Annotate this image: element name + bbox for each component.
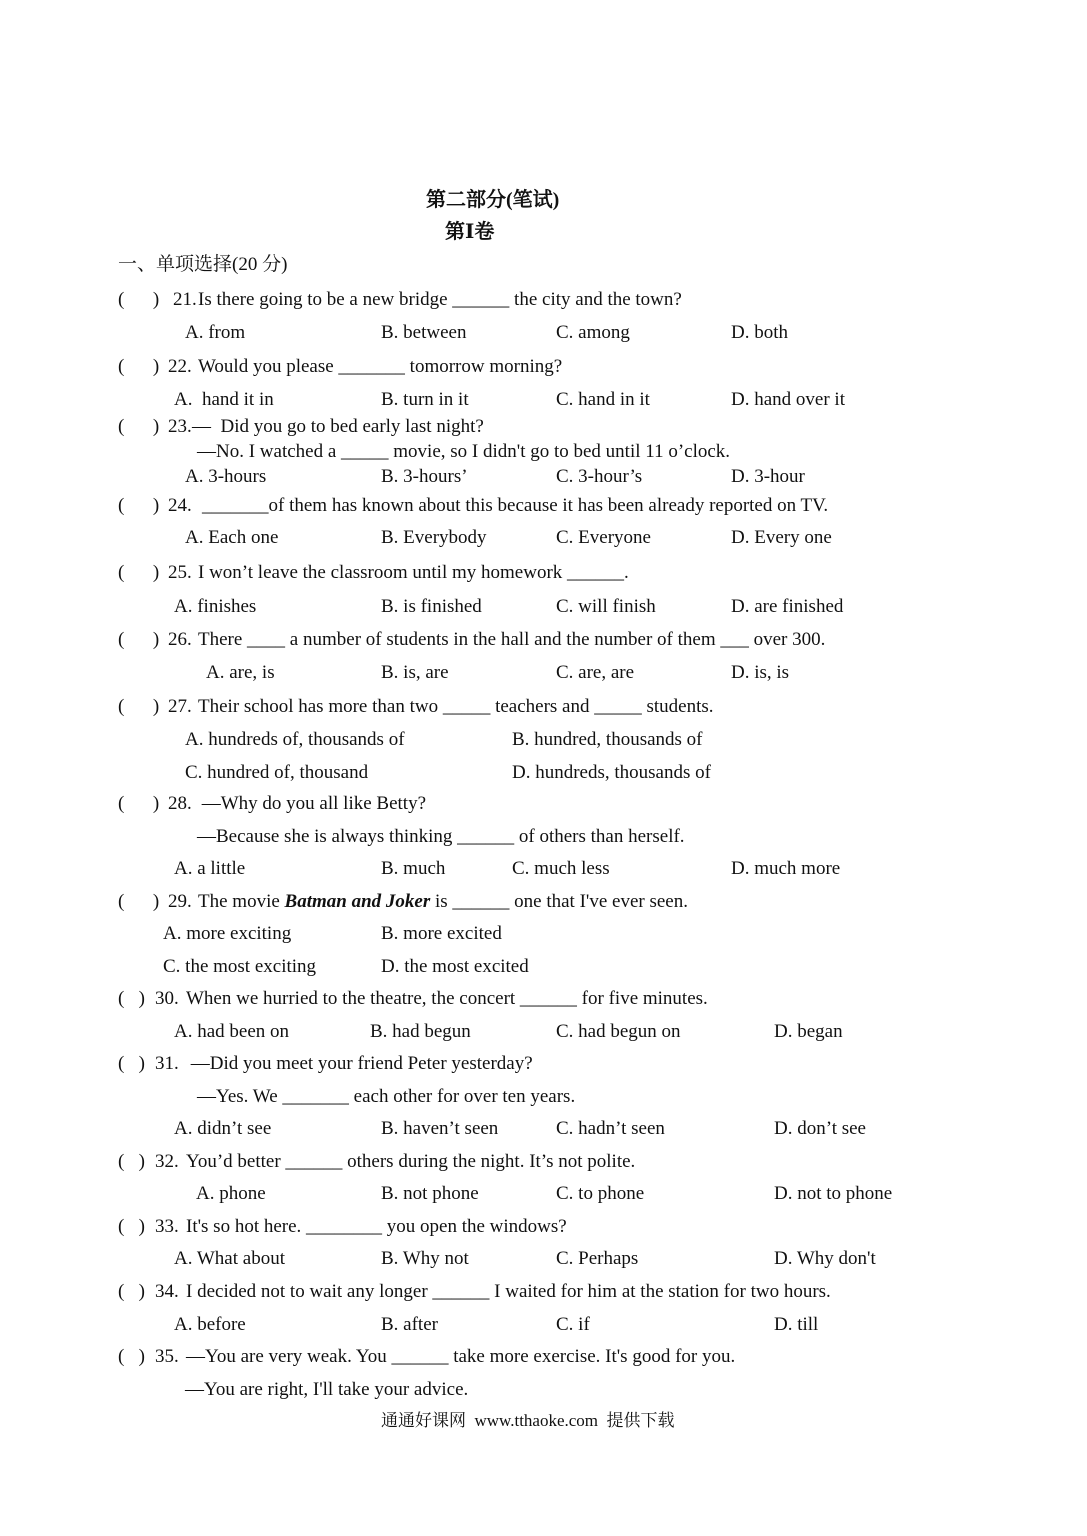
answer-blank[interactable]: ( ) <box>118 793 160 814</box>
question-number: 30. <box>155 988 179 1009</box>
option-b: B. not phone <box>381 1183 479 1204</box>
question-number: 22. <box>168 356 192 377</box>
option-d: D. began <box>774 1021 843 1042</box>
option-d: D. the most excited <box>381 956 529 977</box>
question-stem: — Did you go to bed early last night? <box>192 416 484 437</box>
option-c: C. are, are <box>556 662 635 683</box>
option-a: A. Each one <box>185 527 279 548</box>
option-d: D. Why don't <box>774 1248 876 1269</box>
option-c: C. among <box>556 322 630 343</box>
answer-blank[interactable]: ( ) <box>118 1053 145 1074</box>
option-d: D. much more <box>731 858 841 879</box>
answer-blank[interactable]: ( ) <box>118 1151 145 1172</box>
question-stem: Is there going to be a new bridge ______ the city and the town? <box>198 289 682 310</box>
option-d: D. till <box>774 1314 819 1335</box>
option-a: A. 3-hours <box>185 466 267 487</box>
option-c: C. to phone <box>556 1183 645 1204</box>
option-c: C. much less <box>512 858 610 879</box>
part-title: 第二部分(笔试) <box>426 189 560 211</box>
option-d: D. not to phone <box>774 1183 893 1204</box>
answer-blank[interactable]: ( ) <box>118 1281 145 1302</box>
option-c: C. hadn’t seen <box>556 1118 665 1139</box>
option-a: A. from <box>185 322 246 343</box>
option-c: C. the most exciting <box>163 956 317 977</box>
option-a: A. before <box>174 1314 246 1335</box>
option-a: A. didn’t see <box>174 1118 272 1139</box>
option-b: B. Why not <box>381 1248 469 1269</box>
question-stem-line2: —Because she is always thinking ______ of others than herself. <box>197 826 685 847</box>
question-number: 26. <box>168 629 192 650</box>
question-number: 29. <box>168 891 192 912</box>
question-number: 28. <box>168 793 192 814</box>
answer-blank[interactable]: ( ) <box>118 1216 145 1237</box>
page-footer: 通通好课网 www.tthaoke.com 提供下载 <box>381 1411 675 1430</box>
option-a: A. a little <box>174 858 246 879</box>
option-c: C. will finish <box>556 596 656 617</box>
movie-title: Batman and Joker <box>284 891 431 912</box>
option-d: D. is, is <box>731 662 790 683</box>
question-stem: Would you please _______ tomorrow morning? <box>198 356 563 377</box>
option-b: B. had begun <box>370 1021 471 1042</box>
option-c: C. Perhaps <box>556 1248 639 1269</box>
option-b: B. between <box>381 322 467 343</box>
option-b: B. after <box>381 1314 438 1335</box>
option-b: B. turn in it <box>381 389 469 410</box>
question-number: 34. <box>155 1281 179 1302</box>
option-a: A. hundreds of, thousands of <box>185 729 405 750</box>
question-stem: There ____ a number of students in the hall and the number of them ___ over 300. <box>198 629 826 650</box>
option-a: A. phone <box>196 1183 266 1204</box>
section-title: 一、单项选择(20 分) <box>118 254 288 275</box>
question-number: 25. <box>168 562 192 583</box>
option-c: C. hand in it <box>556 389 650 410</box>
question-stem-line2: —No. I watched a _____ movie, so I didn't go to bed until 11 o’clock. <box>197 441 731 462</box>
option-c: C. had begun on <box>556 1021 681 1042</box>
option-c: C. 3-hour’s <box>556 466 643 487</box>
question-stem: When we hurried to the theatre, the concert ______ for five minutes. <box>186 988 708 1009</box>
option-a: A. hand it in <box>174 389 274 410</box>
question-stem-line2: —You are right, I'll take your advice. <box>185 1379 469 1400</box>
question-number: 24. <box>168 495 192 516</box>
question-stem: It's so hot here. ________ you open the windows? <box>186 1216 567 1237</box>
question-stem-line2: —Yes. We _______ each other for over ten years. <box>197 1086 576 1107</box>
option-a: A. had been on <box>174 1021 290 1042</box>
question-number: 27. <box>168 696 192 717</box>
question-stem: Their school has more than two _____ teachers and _____ students. <box>198 696 714 717</box>
question-stem: _______of them has known about this because it has been already reported on TV. <box>202 495 829 516</box>
answer-blank[interactable]: ( ) <box>118 289 160 310</box>
option-a: A. What about <box>174 1248 285 1269</box>
option-b: B. haven’t seen <box>381 1118 499 1139</box>
answer-blank[interactable]: ( ) <box>118 562 160 583</box>
question-number: 35. <box>155 1346 179 1367</box>
option-a: A. more exciting <box>163 923 292 944</box>
question-number: 23. <box>168 416 192 437</box>
option-d: D. both <box>731 322 788 343</box>
question-stem: —Why do you all like Betty? <box>197 793 427 814</box>
answer-blank[interactable]: ( ) <box>118 629 160 650</box>
option-c: C. if <box>556 1314 590 1335</box>
option-c: C. hundred of, thousand <box>185 762 369 783</box>
answer-blank[interactable]: ( ) <box>118 891 160 912</box>
option-a: A. finishes <box>174 596 257 617</box>
option-b: B. Everybody <box>381 527 487 548</box>
option-b: B. more excited <box>381 923 502 944</box>
question-stem: —Did you meet your friend Peter yesterday? <box>186 1053 533 1074</box>
option-d: D. are finished <box>731 596 844 617</box>
option-b: B. much <box>381 858 446 879</box>
answer-blank[interactable]: ( ) <box>118 416 160 437</box>
option-b: B. is, are <box>381 662 449 683</box>
question-stem: I won’t leave the classroom until my homework ______. <box>198 562 629 583</box>
option-b: B. hundred, thousands of <box>512 729 703 750</box>
option-d: D. 3-hour <box>731 466 805 487</box>
question-stem: The movie Batman and Joker is ______ one that I've ever seen. <box>198 891 688 912</box>
question-number: 32. <box>155 1151 179 1172</box>
option-d: D. hand over it <box>731 389 845 410</box>
volume-title: 第Ⅰ卷 <box>445 221 495 243</box>
option-b: B. is finished <box>381 596 482 617</box>
answer-blank[interactable]: ( ) <box>118 696 160 717</box>
answer-blank[interactable]: ( ) <box>118 988 145 1009</box>
question-stem: You’d better ______ others during the night. It’s not polite. <box>186 1151 636 1172</box>
question-stem: I decided not to wait any longer ______ I waited for him at the station for two hours. <box>186 1281 831 1302</box>
answer-blank[interactable]: ( ) <box>118 1346 145 1367</box>
question-number: 31. <box>155 1053 179 1074</box>
question-number: 33. <box>155 1216 179 1237</box>
option-d: D. don’t see <box>774 1118 866 1139</box>
option-b: B. 3-hours’ <box>381 466 468 487</box>
option-c: C. Everyone <box>556 527 651 548</box>
answer-blank[interactable]: ( ) <box>118 495 160 516</box>
question-stem: —You are very weak. You ______ take more exercise. It's good for you. <box>186 1346 736 1367</box>
option-a: A. are, is <box>206 662 275 683</box>
answer-blank[interactable]: ( ) <box>118 356 160 377</box>
option-d: D. hundreds, thousands of <box>512 762 711 783</box>
question-number: 21. <box>173 289 197 310</box>
option-d: D. Every one <box>731 527 832 548</box>
